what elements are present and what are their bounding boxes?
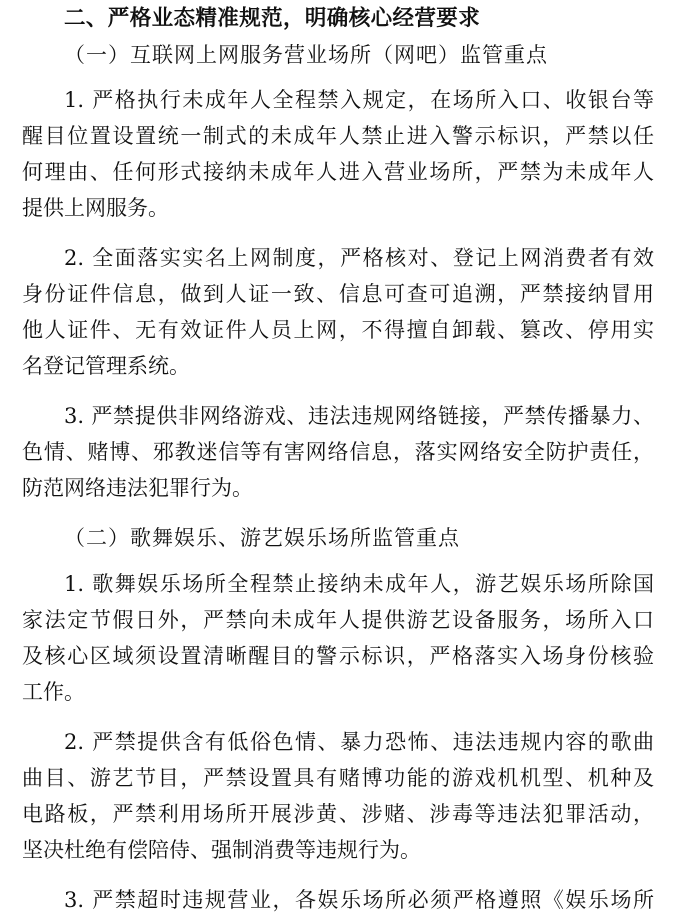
paragraph-line: 电路板，严禁利用场所开展涉黄、涉赌、涉毒等违法犯罪活动， [22,802,654,826]
paragraph-line: 2. 全面落实实名上网制度，严格核对、登记上网消费者有效 [64,246,654,270]
paragraph-line: 他人证件、无有效证件人员上网，不得擅自卸载、篡改、停用实 [22,318,654,342]
paragraph-line: 提供上网服务。 [22,196,169,220]
paragraph-line: 3. 严禁超时违规营业，各娱乐场所必须严格遵照《娱乐场所 [64,888,654,912]
paragraph-line: 色情、赌博、邪教迷信等有害网络信息，落实网络安全防护责任， [22,440,654,464]
paragraph-line: 1. 歌舞娱乐场所全程禁止接纳未成年人，游艺娱乐场所除国 [64,572,654,596]
subsection-title-internet-cafe: （一）互联网上网服务营业场所（网吧）监管重点 [64,43,548,67]
paragraph-line: 醒目位置设置统一制式的未成年人禁止进入警示标识，严禁以任 [22,124,654,148]
paragraph-line: 1. 严格执行未成年人全程禁入规定，在场所入口、收银台等 [64,88,654,112]
paragraph-line: 曲目、游艺节目，严禁设置具有赌博功能的游戏机机型、机种及 [22,766,654,790]
subsection-title-entertainment: （二）歌舞娱乐、游艺娱乐场所监管重点 [64,526,460,550]
paragraph-line: 身份证件信息，做到人证一致、信息可查可追溯，严禁接纳冒用 [22,282,654,306]
paragraph-line: 2. 严禁提供含有低俗色情、暴力恐怖、违法违规内容的歌曲 [64,730,654,754]
paragraph-line: 工作。 [22,680,85,704]
paragraph-line: 家法定节假日外，严禁向未成年人提供游艺设备服务，场所入口 [22,608,654,632]
paragraph-line: 何理由、任何形式接纳未成年人进入营业场所，严禁为未成年人 [22,160,654,184]
paragraph-line: 3. 严禁提供非网络游戏、违法违规网络链接，严禁传播暴力、 [64,404,654,428]
paragraph-line: 坚决杜绝有偿陪侍、强制消费等违规行为。 [22,838,421,862]
paragraph-line: 防范网络违法犯罪行为。 [22,476,253,500]
section-heading: 二、严格业态精准规范，明确核心经营要求 [64,6,481,31]
paragraph-line: 及核心区域须设置清晰醒目的警示标识，严格落实入场身份核验 [22,644,654,668]
paragraph-line: 名登记管理系统。 [22,354,190,378]
